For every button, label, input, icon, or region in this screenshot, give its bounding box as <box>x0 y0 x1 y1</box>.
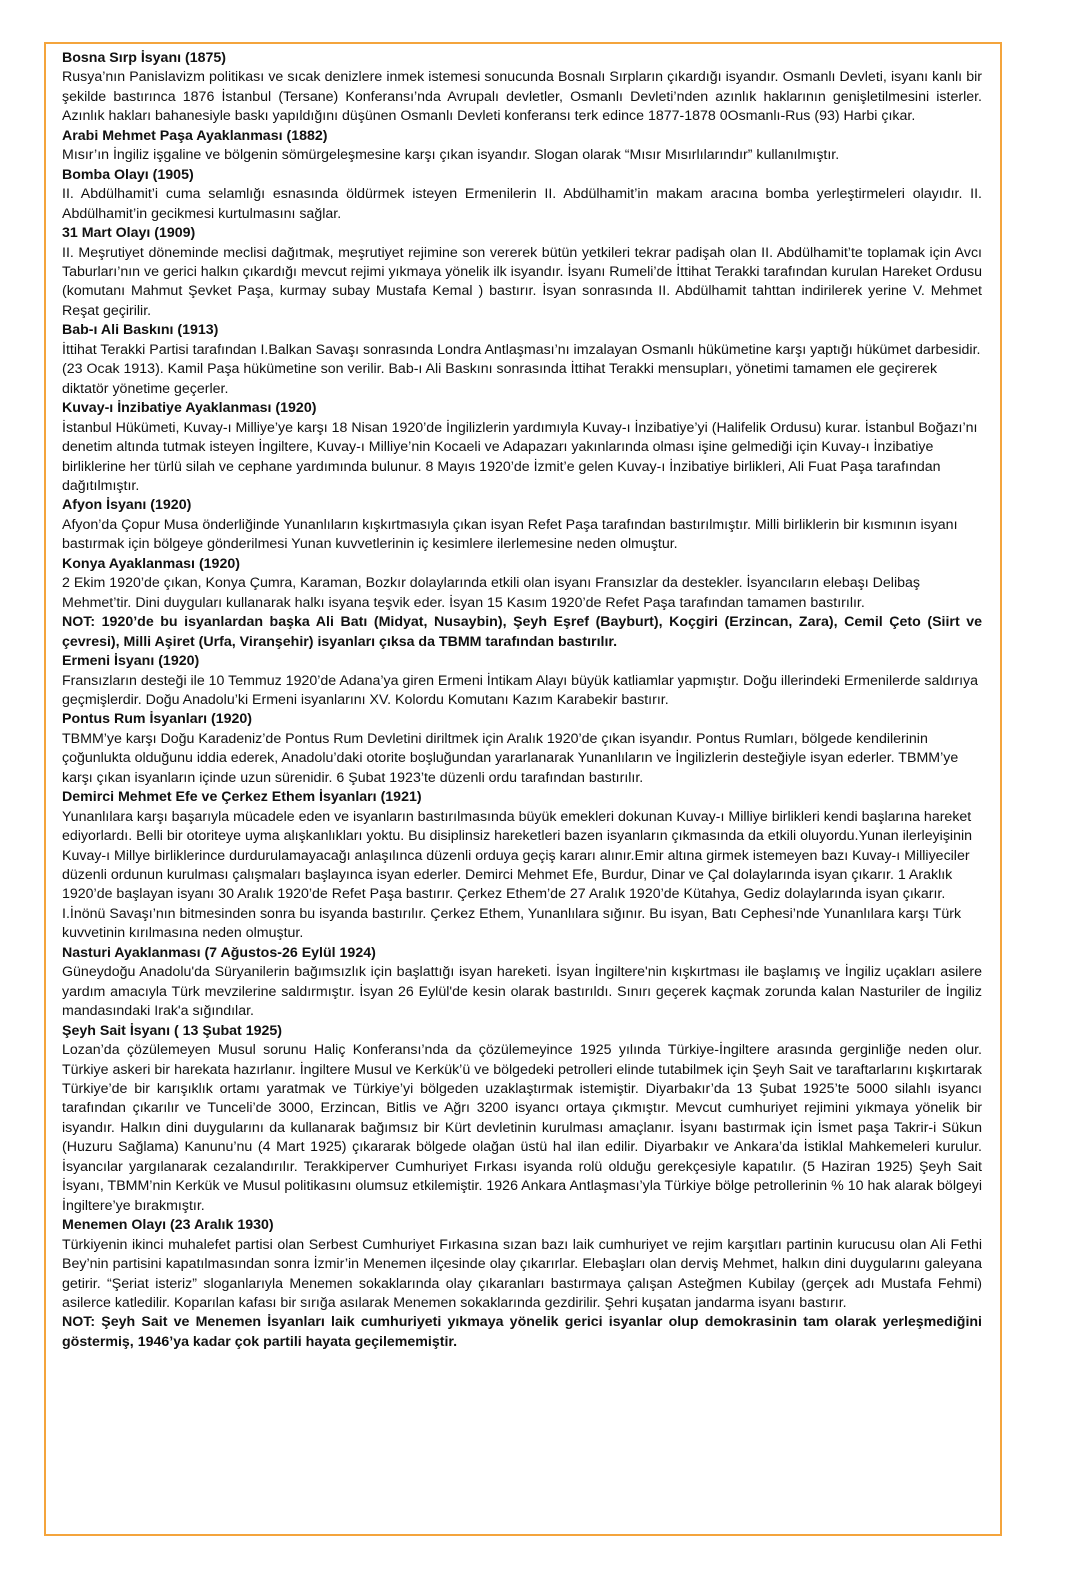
section-title: Arabi Mehmet Paşa Ayaklanması (1882) <box>62 127 328 144</box>
section-konya <box>62 555 982 613</box>
section-text: İstanbul Hükümeti, Kuvay-ı Milliye’ye karşı 18 Nisan 1920’de İngilizlerin yardımıyla Kuvay-ı İnzibatiye’yi (Halifelik Ordusu) kurar. İstanbul Boğazı’nı denetim altında tutmak isteyen İngiltere, Kuvay-ı Milliye’nin Kocaeli ve Adapazarı yakınlarında olması işine gelmediği için Kuvay-ı İnzibatiye birliklerine her türlü silah ve cephane yardımında bulunur. 8 Mayıs 1920’de İzmit’e gelen Kuvay-ı İnzibatiye birlikleri, Ali Fuat Paşa tarafından dağıtılmıştır. <box>62 419 978 494</box>
note-text: NOT: Şeyh Sait ve Menemen İsyanları laik cumhuriyeti yıkmaya yönelik gerici isyanlar olup demokrasinin tam olarak yerleşmediğini göstermiş, 1946’ya kadar çok partili hayata geçilememiştir. <box>62 1314 982 1350</box>
section-text: Fransızların desteği ile 10 Temmuz 1920’de Adana’ya giren Ermeni İntikam Alayı büyük katliamlar yapmıştır. Doğu illerindeki Ermenilerde saldırıya geçmişlerdir. Doğu Anadolu’ki Ermeni isyanlarını XV. Kolordu Komutanı Kazım Karabekir bastırır. <box>62 672 979 708</box>
section-arabi-mehmet <box>62 127 982 166</box>
section-bosna-sirp <box>62 49 982 127</box>
note-text: NOT: 1920’de bu isyanlardan başka Ali Batı (Midyat, Nusaybin), Şeyh Eşref (Bayburt), Koçgiri (Erzincan, Zara), Cemil Çeto (Siirt ve çevresi), Milli Aşiret (Urfa, Viranşehir) isyanları çıksa da TBMM tarafından bastırılır. <box>62 614 982 650</box>
section-bomba-olayi <box>62 166 982 224</box>
section-title: Demirci Mehmet Efe ve Çerkez Ethem İsyanları (1921) <box>62 789 422 806</box>
section-menemen <box>62 1216 982 1313</box>
note-1920 <box>62 613 982 652</box>
section-title: Konya Ayaklanması (1920) <box>62 555 240 572</box>
section-31-mart <box>62 224 982 321</box>
note-final <box>62 1313 982 1352</box>
section-title: Şeyh Sait İsyanı ( 13 Şubat 1925) <box>62 1022 283 1039</box>
section-text: Güneydoğu Anadolu'da Süryanilerin bağımsızlık için başlattığı isyan hareketi. İsyan İngiltere'nin kışkırtması ile başlamış ve İngiliz uçakları asilere yardım amacıyla Türk mevzilerine saldırmıştır. İsyan 26 Eylül'de kesin olarak bastırıldı. Sınırı geçerek kaçmak zorunda kalan Nasturiler de İngiliz mandasındaki Irak'a sığındılar. <box>62 964 982 1020</box>
section-text: İttihat Terakki Partisi tarafından I.Balkan Savaşı sonrasında Londra Antlaşması’nı imzalayan Osmanlı hükümetine karşı yaptığı hükümet darbesidir. (23 Ocak 1913). Kamil Paşa hükümetine son verilir. Bab-ı Ali Baskını sonrasında İttihat Terakki mensupları, yönetimi tamamen ele geçirerek diktatör yönetime geçerler. <box>62 341 981 397</box>
section-text: Yunanlılara karşı başarıyla mücadele eden ve isyanların bastırılmasında büyük emekleri dokunan Kuvay-ı Milliye birlikleri kendi başlarına hareket ediyorlardı. Belli bir otoriteye uyma alışkanlıkları yoktu. Bu disiplinsiz hareketleri bazen isyanların çıkmasında da etkili oluyordu.Yunan ilerleyişinin Kuvay-ı Millye birliklerince durdurulamayacağı anlaşılınca düzenli orduya geçiş kararı alınır.Emir altına girmek istemeyen bazı Kuvay-ı Milliyeciler düzenli ordunun kurulması çalışmaları başlayınca isyan ederler. Demirci Mehmet Efe, Burdur, Dinar ve Çal dolaylarında isyan çıkarır. 1 Araklık 1920’de başlayan isyanı 30 Aralık 1920’de Refet Paşa bastırır. Çerkez Ethem’de 27 Aralık 1920’de Kütahya, Gediz dolaylarında isyan çıkarır. I.İnönü Savaşı’nın bitmesinden sonra bu isyanda bastırılır. Çerkez Ethem, Yunanlılara sığınır. Bu isyan, Batı Cephesi’nde Yunanlılara karşı Türk kuvvetinin kırılmasına neden olmuştur. <box>62 808 973 942</box>
section-text: II. Abdülhamit’i cuma selamlığı esnasında öldürmek isteyen Ermenilerin II. Abdülhamit’in makam aracına bomba yerleştirmeleri olayıdır. II. Abdülhamit’in gecikmesi kurtulmasını sağlar. <box>62 186 982 222</box>
section-title: Bosna Sırp İsyanı (1875) <box>62 50 227 66</box>
section-afyon <box>62 496 982 554</box>
document-body <box>62 49 982 1352</box>
section-text: TBMM’ye karşı Doğu Karadeniz’de Pontus Rum Devletini diriltmek için Aralık 1920’de çıkan isyandır. Pontus Rumları, bölgede kendilerinin çoğunlukta olduğunu iddia ederek, Anadolu’daki otorite boşluğundan yararlanarak Yunanlıların ve İngilizlerin desteğiyle isyan ederler. TBMM’ye karşı çıkan isyanların içinde uzun sürenidir. 6 Şubat 1923’te düzenli ordu tarafından bastırılır. <box>62 730 959 786</box>
section-title: Kuvay-ı İnzibatiye Ayaklanması (1920) <box>62 400 317 417</box>
section-text: 2 Ekim 1920’de çıkan, Konya Çumra, Karaman, Bozkır dolaylarında etkili olan isyanı Fransızlar da destekler. İsyancıların elebaşı Delibaş Mehmet’tir. Dini duyguları kullanarak halkı isyana teşvik eder. İsyan 15 Kasım 1920’de Refet Paşa tarafından tamamen bastırılır. <box>62 575 920 611</box>
section-text: II. Meşrutiyet döneminde meclisi dağıtmak, meşrutiyet rejimine son vererek bütün yetkileri tekrar padişah olan II. Abdülhamit’te toplamak için Avcı Taburları’nın ve gerici halkın çıkardığı mevcut rejimi yıkmaya yönelik ilk isyandır. İsyanı Rumeli’de İttihat Terakki tarafından kurulan Hareket Ordusu (komutanı Mahmut Şevket Paşa, kurmay subay Mustafa Kemal ) bastırır. İsyan sonrasında II. Abdülhamit tahttan indirilerek yerine V. Mehmet Reşat geçirilir. <box>62 244 982 319</box>
section-text: Mısır’ın İngiliz işgaline ve bölgenin sömürgeleşmesine karşı çıkan isyandır. Slogan olarak “Mısır Mısırlılarındır” kullanılmıştır. <box>62 147 840 164</box>
section-title: Bomba Olayı (1905) <box>62 166 194 183</box>
section-text: Afyon’da Çopur Musa önderliğinde Yunanlıların kışkırtmasıyla çıkan isyan Refet Paşa tarafından bastırılmıştır. Milli birliklerin bir kısmının isyanı bastırmak için bölgeye gönderilmesi Yunan kuvvetlerinin iç kesimlere ilerlemesine neden olmuştur. <box>62 516 958 553</box>
section-text: Rusya’nın Panislavizm politikası ve sıcak denizlere inmek istemesi sonucunda Bosnalı Sırpların çıkardığı isyandır. Osmanlı Devleti, isyanı kanlı bir şekilde bastırınca 1876 İstanbul (Tersane) Konferansı’nda Avrupalı devletler, Osmanlı Devleti’nden azınlık haklarının genişletilmesini isterler. Azınlık hakları bahanesiyle baskı yapıldığını düşünen Osmanlı Devleti konferansı terk edince 1877-1878 0Osmanlı-Rus (93) Harbi çıkar. <box>62 69 982 125</box>
section-text: Lozan’da çözülemeyen Musul sorunu Haliç Konferansı’nda da çözülemeyince 1925 yılında Türkiye-İngiltere arasında gerginliğe neden olur. Türkiye askeri bir harekata hazırlanır. İngiltere Musul ve Kerkük’ü ve bölgedeki petrolleri elinde tutabilmek için Şeyh Sait ve taraftarlarını kışkırtarak Türkiye’de bir karışıklık ortamı yaratmak ve Türkiye’yi bölgeden uzaklaştırmak istemiştir. Diyarbakır’da 13 Şubat 1925’te 5000 silahlı isyancı tarafından çıkarılır ve Tunceli’de 3000, Erzincan, Bitlis ve Ağrı 3200 isyancı ortaya çıkmıştır. Mevcut cumhuriyet rejimini yıkmaya yönelik bir isyandır. Halkın dini duygularını da kullanarak bağımsız bir Kürt devletinin kurulması amaçlanır. İsyanı bastırmak için İsmet paşa Takrir-i Sükun (Huzuru Sağlama) Kanunu’nu (4 Mart 1925) çıkararak bölgede olağan üstü hal ilan edilir. Diyarbakır ve Ankara’da İstiklal Mahkemeleri kurulur. İsyancılar yargılanarak cezalandırılır. Terakkiperver Cumhuriyet Fırkası isyanda rolü olduğu gerekçesiyle kapatılır. (5 Haziran 1925) Şeyh Sait İsyanı, TBMM’nin Kerkük ve Musul politikasını olumsuz etkilemiştir. 1926 Ankara Antlaşması’yla Türkiye bölge petrollerinin % 10 hak alarak bölgeyi İngiltere’ye bırakmıştır. <box>62 1042 982 1214</box>
section-title: 31 Mart Olayı (1909) <box>62 225 196 242</box>
section-title: Menemen Olayı (23 Aralık 1930) <box>62 1217 274 1234</box>
section-nasturi <box>62 944 982 1022</box>
section-kuvay-i-inzibatiye <box>62 399 982 496</box>
section-title: Nasturi Ayaklanması (7 Ağustos-26 Eylül 1924) <box>62 944 376 961</box>
section-demirci-cerkez <box>62 788 982 944</box>
section-ermeni <box>62 652 982 710</box>
section-title: Bab-ı Ali Baskını (1913) <box>62 322 219 339</box>
section-seyh-sait <box>62 1022 982 1217</box>
section-pontus <box>62 710 982 788</box>
section-title: Pontus Rum İsyanları (1920) <box>62 711 253 728</box>
section-title: Ermeni İsyanı (1920) <box>62 653 200 670</box>
section-text: Türkiyenin ikinci muhalefet partisi olan Serbest Cumhuriyet Fırkasına sızan bazı laik cumhuriyet ve rejim karşıtları partinin kurucusu olan Ali Fethi Bey’nin partisini kapatılmasından sonra İzmir’in Menemen ilçesinde olay çıkarırlar. Elebaşları olan derviş Mehmet, halkın dini duygularını galeyana getirir. “Şeriat isteriz” sloganlarıyla Menemen sokaklarında olay çıkaranları bastırmaya çalışan Asteğmen Kubilay (gerçek adı Mustafa Fehmi) asilerce katledilir. Koparılan kafası bir sırığa asılarak Menemen sokaklarında gezdirilir. Şehri kuşatan jandarma isyanı bastırır. <box>62 1236 982 1311</box>
section-title: Afyon İsyanı (1920) <box>62 497 192 514</box>
section-bab-i-ali <box>62 321 982 399</box>
